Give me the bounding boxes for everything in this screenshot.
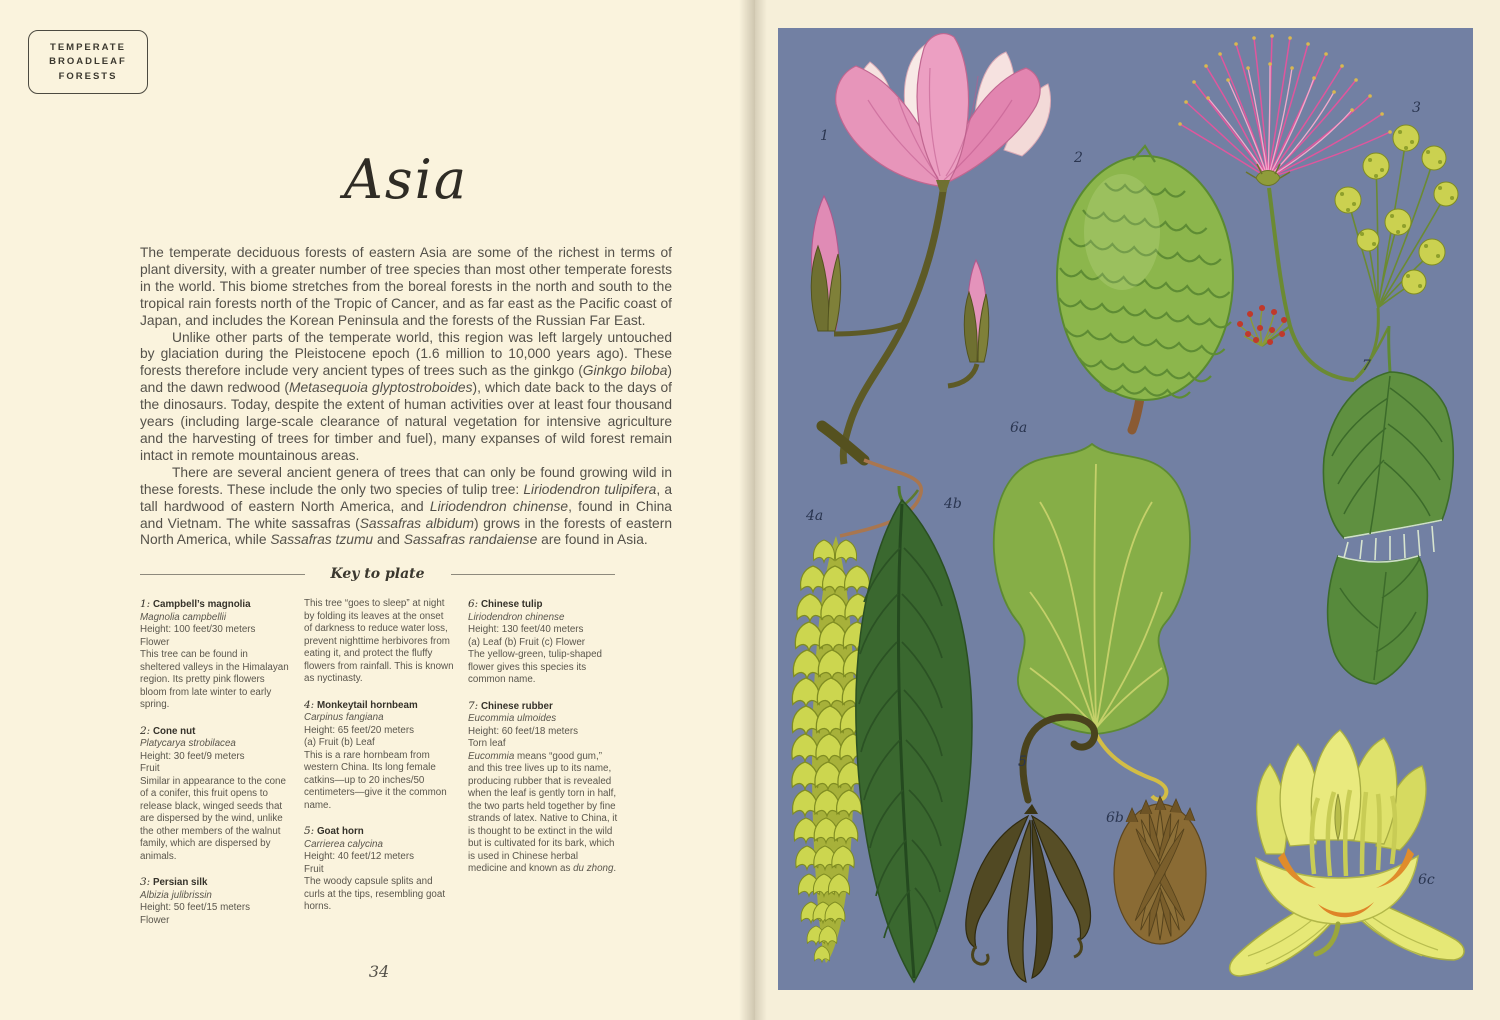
key-column-2 [304, 598, 454, 940]
right-page [755, 0, 1500, 1020]
plate-label-6b: 6b [1106, 810, 1124, 826]
magnolia-illustration [811, 34, 1050, 464]
hornbeam-leaf-illustration [856, 486, 972, 982]
key-column-1 [140, 598, 290, 940]
paragraph: There are several ancient genera of trees that can only be found growing wild in these forests. These include the only two species of tulip tree: Liriodendron tulipifera, a tall hardwood of eastern North America, and Liriodendron chinense, found in China and Vietnam. The white sassafras (Sassafras albidum) grows in the forests of eastern North America, while Sassafras tzumu and Sassafras randaiense are found in Asia. [140, 464, 673, 548]
key-item: 3: Persian silk Albizia julibrissin Height: 50 feet/15 meters Flower [140, 876, 251, 926]
botanical-plate [778, 28, 1473, 990]
plate-label-5: 5 [1018, 754, 1027, 770]
cone-nut-illustration [1057, 146, 1233, 430]
pompom-flowers [1335, 125, 1458, 294]
key-item: 1: Campbell’s magnolia Magnolia campbellii Height: 100 feet/30 meters Flower This tree can be found in sheltered valleys in the Himalayan region. Its pretty pink flowers bloom from late winter to early spring. [140, 598, 289, 710]
key-item: 6: Chinese tulip Liriodendron chinense Height: 130 feet/40 meters (a) Leaf (b) Fruit (c) Flower The yellow-green, tulip-shaped flower gives this species its common name. [468, 598, 602, 685]
plate-label-1: 1 [820, 128, 829, 144]
chinese-tulip-fruit-illustration [1114, 796, 1206, 944]
rule-right [451, 574, 616, 575]
key-heading: Key to plate [330, 566, 425, 582]
key-column-3 [468, 598, 618, 940]
key-item: 2: Cone nut Platycarya strobilacea Height: 30 feet/9 meters Fruit Similar in appearance to the cone of a conifer, this fruit opens to release black, winged seeds that are dispersed by the wind, unlike the other members of the walnut family, which are dispersed by animals. [140, 724, 286, 862]
chinese-tulip-flower-illustration [1230, 730, 1464, 976]
plate-label-4b: 4b [944, 496, 962, 512]
goat-horn-illustration [966, 717, 1095, 982]
key-item: 4: Monkeytail hornbeam Carpinus fangiana Height: 65 feet/20 meters (a) Fruit (b) Leaf This is a rare hornbeam from western China. Its long female catkins—up to 20 inches/50 centimeters—give it the common name. [304, 698, 447, 811]
key-item: 7: Chinese rubber Eucommia ulmoides Height: 60 feet/18 meters Torn leaf Eucommia means “good gum,” and this tree lives up to its name, producing rubber that is revealed when the leaf is gently torn in half, the two parts held together by fine strands of latex. Native to China, it is thought to be extinct in the wild but is cultivated for its bark, which is used in Chinese herbal medicine and known as du zhong. [468, 699, 618, 874]
badge-line-1: TEMPERATE [50, 42, 126, 53]
paragraph: The temperate deciduous forests of eastern Asia are some of the richest in terms of plant diversity, with a greater number of tree species than most other temperate forests in the world. This biome stretches from the boreal forests in the north and south to the tropical rain forests north of the Tropic of Cancer, and as far east as the Pacific coast of Japan, and includes the Korean Peninsula and the forests of the Russian Far East. [140, 245, 672, 328]
plate-label-2: 2 [1074, 150, 1083, 166]
plate-label-6a: 6a [1010, 420, 1028, 436]
key-to-plate [140, 598, 618, 940]
plate-illustration [778, 28, 1473, 990]
paragraph: Unlike other parts of the temperate world, this region was left largely untouched by glaciation during the Pleistocene epoch (1.6 million to 10,000 years ago). These forests therefore include very ancient types of trees such as the ginkgo (Ginkgo biloba) and the dawn redwood (Metasequoia glyptostroboides), which date back to the days of the dinosaurs. Today, despite the extent of human activities over at least four thousand years (including large-scale clearance of natural vegetation for intensive agriculture and the harvesting of trees for timber and fuel), many expanses of wild forest remain intact in remote mountainous areas. [140, 329, 672, 463]
key-heading-row [140, 566, 615, 582]
page-title: Asia [343, 148, 469, 211]
plate-label-7: 7 [1362, 358, 1371, 374]
rule-left [140, 574, 305, 575]
badge-line-2: BROADLEAF FORESTS [49, 56, 127, 82]
plate-label-6c: 6c [1418, 872, 1435, 888]
biome-badge [28, 30, 148, 94]
page-number: 34 [368, 962, 390, 981]
intro-text [140, 245, 672, 549]
plate-label-4a: 4a [806, 508, 824, 524]
key-item: 5: Goat horn Carrierea calycina Height: 40 feet/12 meters Fruit The woody capsule splits and curls at the tips, resembling goat horns. [304, 825, 446, 912]
key-item: This tree “goes to sleep” at night by folding its leaves at the onset of darkness to reduce water loss, prevent nighttime herbivores from eating it, and protect the fluffy flowers from rainfall. This is known as nyctinasty. [304, 598, 454, 684]
plate-label-3: 3 [1412, 100, 1421, 116]
